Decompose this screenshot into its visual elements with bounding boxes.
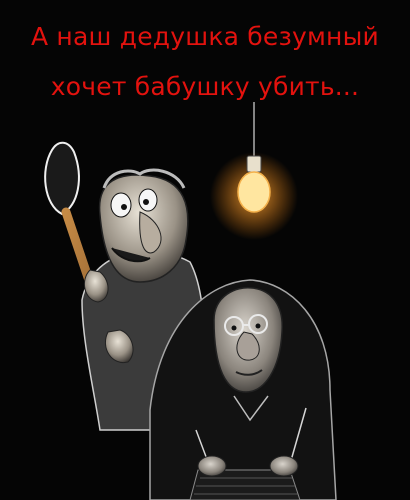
grandfather-eye-left (111, 193, 131, 217)
grandmother-hand-left (198, 456, 226, 476)
caption-line-1: А наш дедушка безумный (30, 22, 379, 51)
grandmother-hand-right (270, 456, 298, 476)
caption-line-2: хочет бабушку убить... (50, 72, 360, 101)
shovel-blade (45, 143, 79, 214)
hanging-lamp (210, 102, 298, 240)
lamp-socket (247, 156, 261, 172)
light-bulb-icon (238, 172, 270, 212)
